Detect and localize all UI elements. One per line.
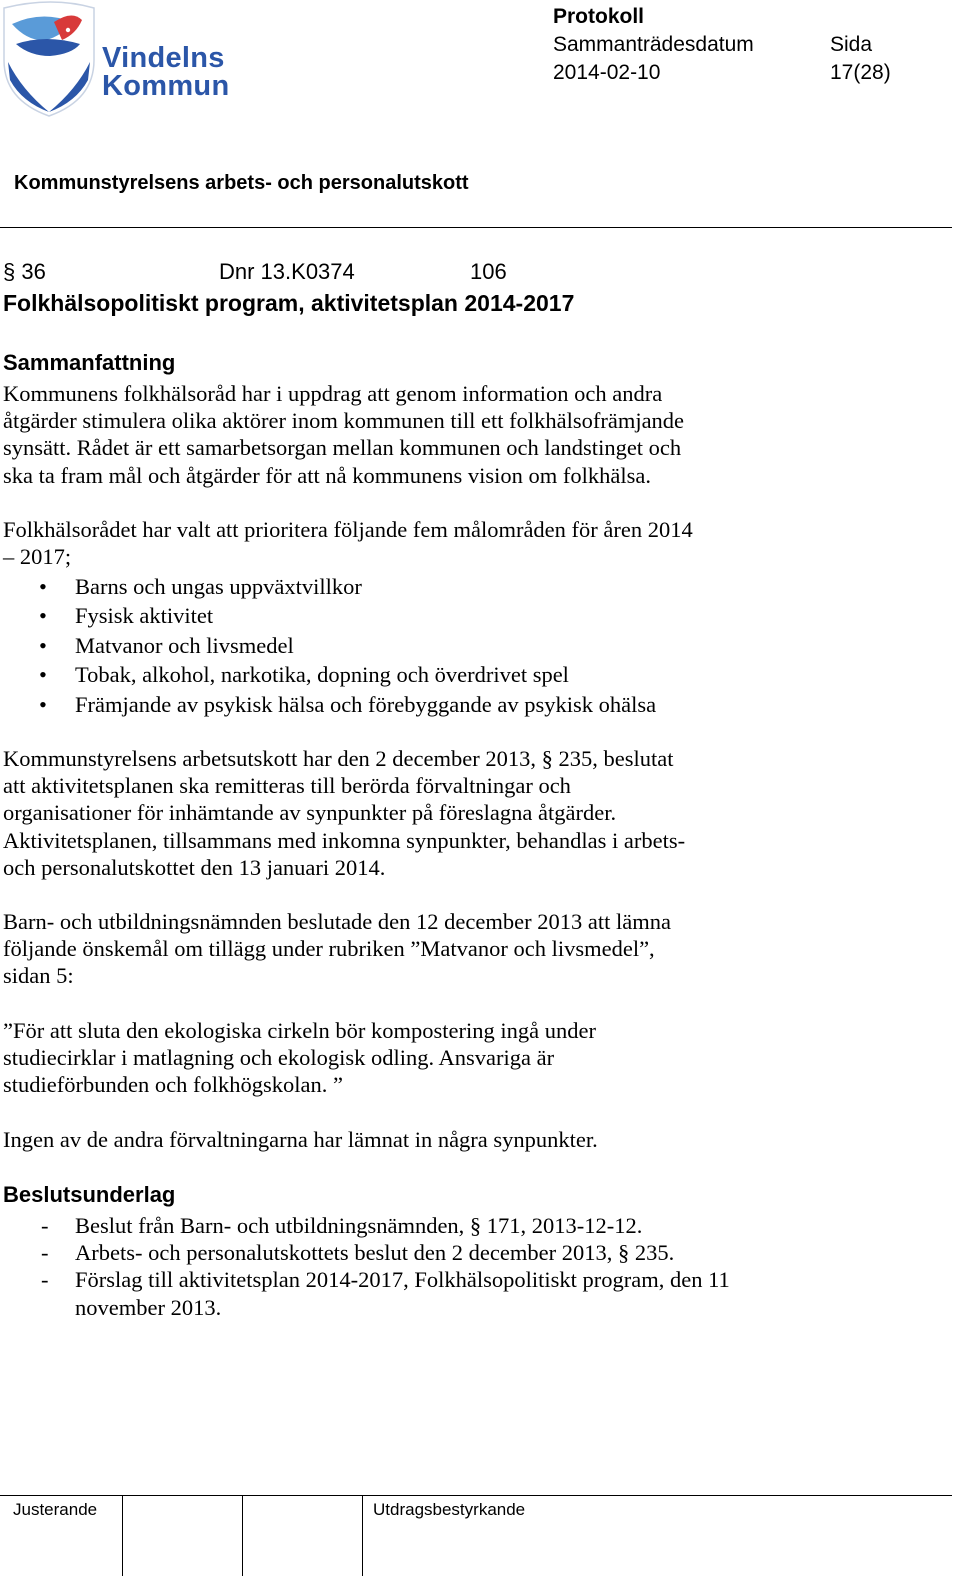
section-number: 106 xyxy=(470,259,507,284)
logo-text-line2: Kommun xyxy=(102,70,230,102)
basis-text: Förslag till aktivitetsplan 2014-2017, Folkhälsopolitiskt program, den 11 november 2013. xyxy=(75,1267,730,1320)
dash-icon: - xyxy=(41,1267,49,1293)
priorities-intro-line: – 2017; xyxy=(3,544,72,570)
list-item xyxy=(3,631,823,660)
bullet-icon: • xyxy=(39,691,47,717)
summary-line: synsätt. Rådet är ett samarbetsorgan mellan kommunen och landstinget och xyxy=(3,435,682,461)
quote-paragraph xyxy=(3,1017,823,1099)
ks-line: Aktivitetsplanen, tillsammans med inkomna synpunkter, behandlas i arbets- xyxy=(3,827,686,853)
bun-line: Barn- och utbildningsnämnden beslutade den 12 december 2013 att lämna xyxy=(3,909,671,934)
priority-text: Fysisk aktivitet xyxy=(75,603,214,629)
bun-line: följande önskemål om tillägg under rubriken ”Matvanor och livsmedel”, xyxy=(3,936,655,962)
meeting-date-label: Sammanträdesdatum xyxy=(553,33,754,56)
basis-text: Arbets- och personalutskottets beslut den 2 december 2013, § 235. xyxy=(75,1240,675,1266)
priorities-intro-line: Folkhälsorådet har valt att prioritera följande fem målområden för åren 2014 xyxy=(3,517,693,542)
summary-line: Kommunens folkhälsoråd har i uppdrag att genom information och andra xyxy=(3,381,663,406)
basis-list xyxy=(3,1212,823,1321)
list-item xyxy=(3,1239,823,1266)
case-number: Dnr 13.K0374 xyxy=(219,259,355,284)
priority-text: Barns och ungas uppväxtvillkor xyxy=(75,574,362,599)
bun-paragraph xyxy=(3,908,823,990)
signature-box-divider xyxy=(122,1496,123,1576)
header-divider xyxy=(0,227,952,228)
ks-line: organisationer för inhämtande av synpunkter på föreslagna åtgärder. xyxy=(3,800,617,826)
list-item xyxy=(3,1212,823,1239)
committee-name: Kommunstyrelsens arbets- och personalutskott xyxy=(14,172,469,194)
list-item xyxy=(3,660,823,689)
priorities-intro xyxy=(3,516,823,570)
summary-line: åtgärder stimulera olika aktörer inom kommunen till ett folkhälsofrämjande xyxy=(3,408,685,434)
quote-line: studiecirklar i matlagning och ekologisk odling. Ansvariga är xyxy=(3,1045,555,1071)
logo-emblem-icon xyxy=(2,0,102,118)
extract-label: Utdragsbestyrkande xyxy=(373,1500,526,1519)
bullet-icon: • xyxy=(39,632,47,658)
quote-line: ”För att sluta den ekologiska cirkeln bör kompostering ingå under xyxy=(3,1018,596,1043)
bullet-icon: • xyxy=(39,603,47,629)
summary-line: ska ta fram mål och åtgärder för att nå kommunens vision om folkhälsa. xyxy=(3,462,651,488)
basis-text: Beslut från Barn- och utbildningsnämnden, § 171, 2013-12-12. xyxy=(75,1213,643,1238)
list-item xyxy=(3,601,823,630)
ks-line: Kommunstyrelsens arbetsutskott har den 2 december 2013, § 235, beslutat xyxy=(3,746,674,771)
page-label: Sida xyxy=(830,33,873,56)
priority-text: Matvanor och livsmedel xyxy=(75,632,294,658)
ks-line: att aktivitetsplanen ska remitteras till berörda förvaltningar och xyxy=(3,773,571,799)
section-title: Folkhälsopolitiskt program, aktivitetsplan 2014-2017 xyxy=(3,290,575,316)
priority-text: Tobak, alkohol, narkotika, dopning och överdrivet spel xyxy=(75,662,569,688)
priorities-list xyxy=(3,572,823,719)
signature-box-divider xyxy=(362,1496,363,1576)
bun-line: sidan 5: xyxy=(3,963,74,989)
priority-text: Främjande av psykisk hälsa och förebyggande av psykisk ohälsa xyxy=(75,691,657,717)
signers-label: Justerande xyxy=(13,1500,98,1519)
basis-heading: Beslutsunderlag xyxy=(3,1182,176,1207)
ks-line: och personalutskottet den 13 januari 2014. xyxy=(3,854,386,880)
dash-icon: - xyxy=(41,1213,49,1238)
footer-divider xyxy=(0,1495,952,1496)
summary-heading: Sammanfattning xyxy=(3,350,176,375)
dash-icon: - xyxy=(41,1240,49,1266)
page-number: 17(28) xyxy=(830,61,891,84)
meeting-date: 2014-02-10 xyxy=(553,61,661,84)
list-item xyxy=(3,572,823,601)
bullet-icon: • xyxy=(39,574,47,599)
no-comments-line: Ingen av de andra förvaltningarna har lämnat in några synpunkter. xyxy=(3,1127,598,1152)
doc-type-title: Protokoll xyxy=(553,5,645,28)
quote-line: studieförbunden och folkhögskolan. ” xyxy=(3,1072,343,1098)
logo-text-line1: Vindelns xyxy=(102,42,225,74)
list-item xyxy=(3,1266,765,1320)
bullet-icon: • xyxy=(39,662,47,688)
list-item xyxy=(3,690,823,719)
paragraph-number: § 36 xyxy=(3,259,46,284)
ks-paragraph xyxy=(3,745,823,881)
logo-wordmark xyxy=(102,44,229,100)
signature-box-divider xyxy=(242,1496,243,1576)
summary-text xyxy=(3,380,823,489)
